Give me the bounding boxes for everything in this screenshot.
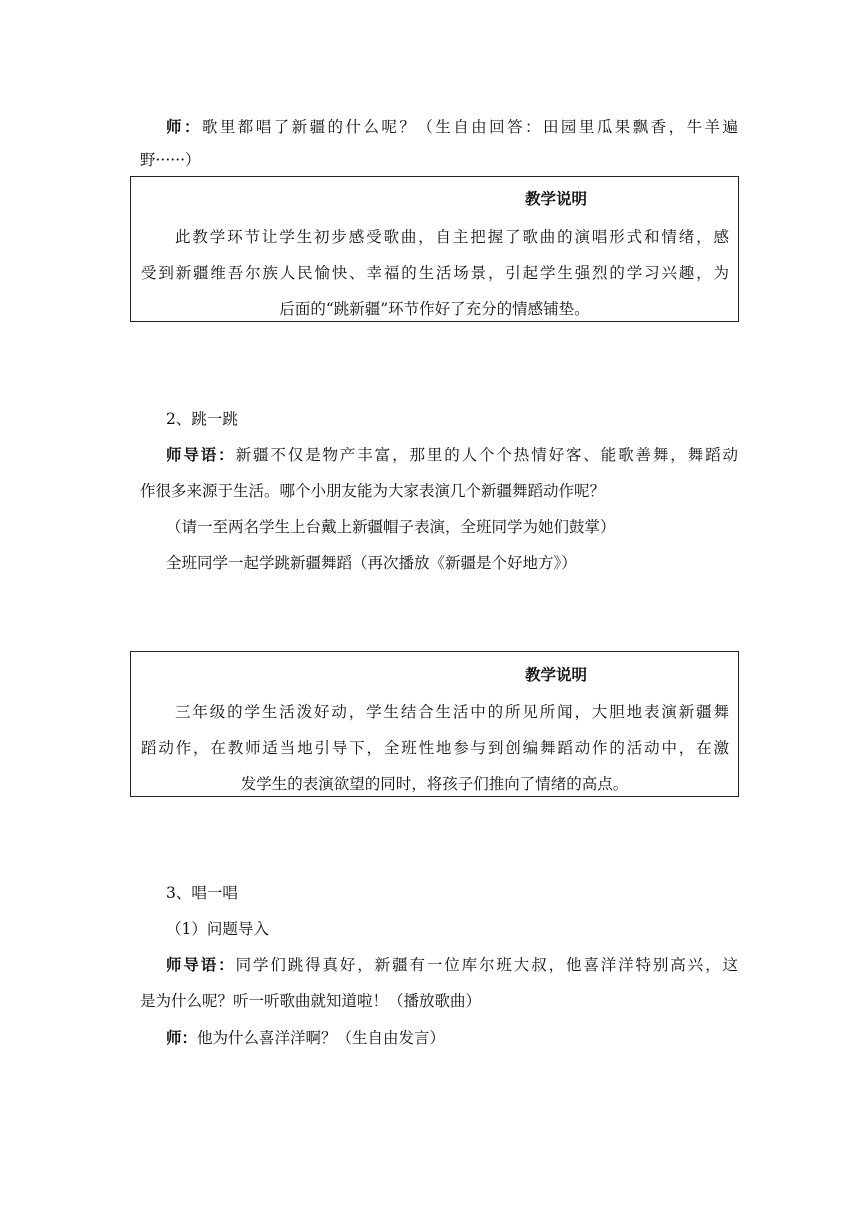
paragraph-1-line-2: 野······） (140, 151, 201, 169)
note-box-1-line-3: 后面的“跳新疆”环节作好了充分的情感铺垫。 (279, 300, 590, 318)
section-2-heading: 2、跳一跳 (166, 410, 238, 428)
teaching-note-box-2 (130, 651, 739, 797)
guide-label: 师导语： (166, 445, 236, 464)
guide-label: 师导语： (166, 955, 236, 974)
note-box-2-line-2: 蹈动作，在教师适当地引导下，全班性地参与到创编舞蹈动作的活动中，在激 (141, 739, 729, 757)
note-box-2-line-1: 三年级的学生活泼好动，学生结合生活中的所见所闻，大胆地表演新疆舞 (175, 703, 729, 721)
speaker-label: 师： (166, 117, 202, 136)
speaker-label: 师： (166, 1028, 198, 1047)
section-3-heading: 3、唱一唱 (166, 884, 238, 902)
section-2-guide-line-2: 作很多来源于生活。哪个小朋友能为大家表演几个新疆舞蹈动作呢？ (140, 482, 606, 500)
teacher-text: 他为什么喜洋洋啊？（生自由发言） (197, 1029, 446, 1047)
section-3-guide-line-1 (166, 955, 738, 975)
paragraph-1-line-1 (166, 117, 738, 137)
note-box-1-title: 教学说明 (525, 189, 588, 208)
note-box-2-line-3: 发学生的表演欲望的同时，将孩子们推向了情绪的高点。 (240, 775, 629, 793)
section-2-guide-line-1 (166, 445, 738, 465)
section-3-teacher-line (166, 1028, 445, 1048)
guide-text: 同学们跳得真好，新疆有一位库尔班大叔，他喜洋洋特别高兴，这 (235, 956, 738, 974)
note-box-2-title: 教学说明 (525, 665, 588, 684)
teaching-note-box-1 (130, 176, 739, 322)
guide-text: 新疆不仅是物产丰富，那里的人个个热情好客、能歌善舞，舞蹈动 (235, 446, 738, 464)
section-3-subheading: （1）问题导入 (166, 920, 269, 938)
note-box-1-line-2: 受到新疆维吾尔族人民愉快、幸福的生活场景，引起学生强烈的学习兴趣，为 (141, 264, 729, 282)
section-2-instruction: （请一至两名学生上台戴上新疆帽子表演，全班同学为她们鼓掌） (166, 518, 616, 536)
note-box-1-line-1: 此教学环节让学生初步感受歌曲，自主把握了歌曲的演唱形式和情绪，感 (175, 228, 729, 246)
section-2-activity: 全班同学一起学跳新疆舞蹈（再次播放《新疆是个好地方》） (166, 554, 577, 572)
section-3-guide-line-2: 是为什么呢？听一听歌曲就知道啦！（播放歌曲） (140, 992, 482, 1010)
paragraph-1-text: 歌里都唱了新疆的什么呢？（生自由回答：田园里瓜果飘香，牛羊遍 (201, 118, 738, 136)
